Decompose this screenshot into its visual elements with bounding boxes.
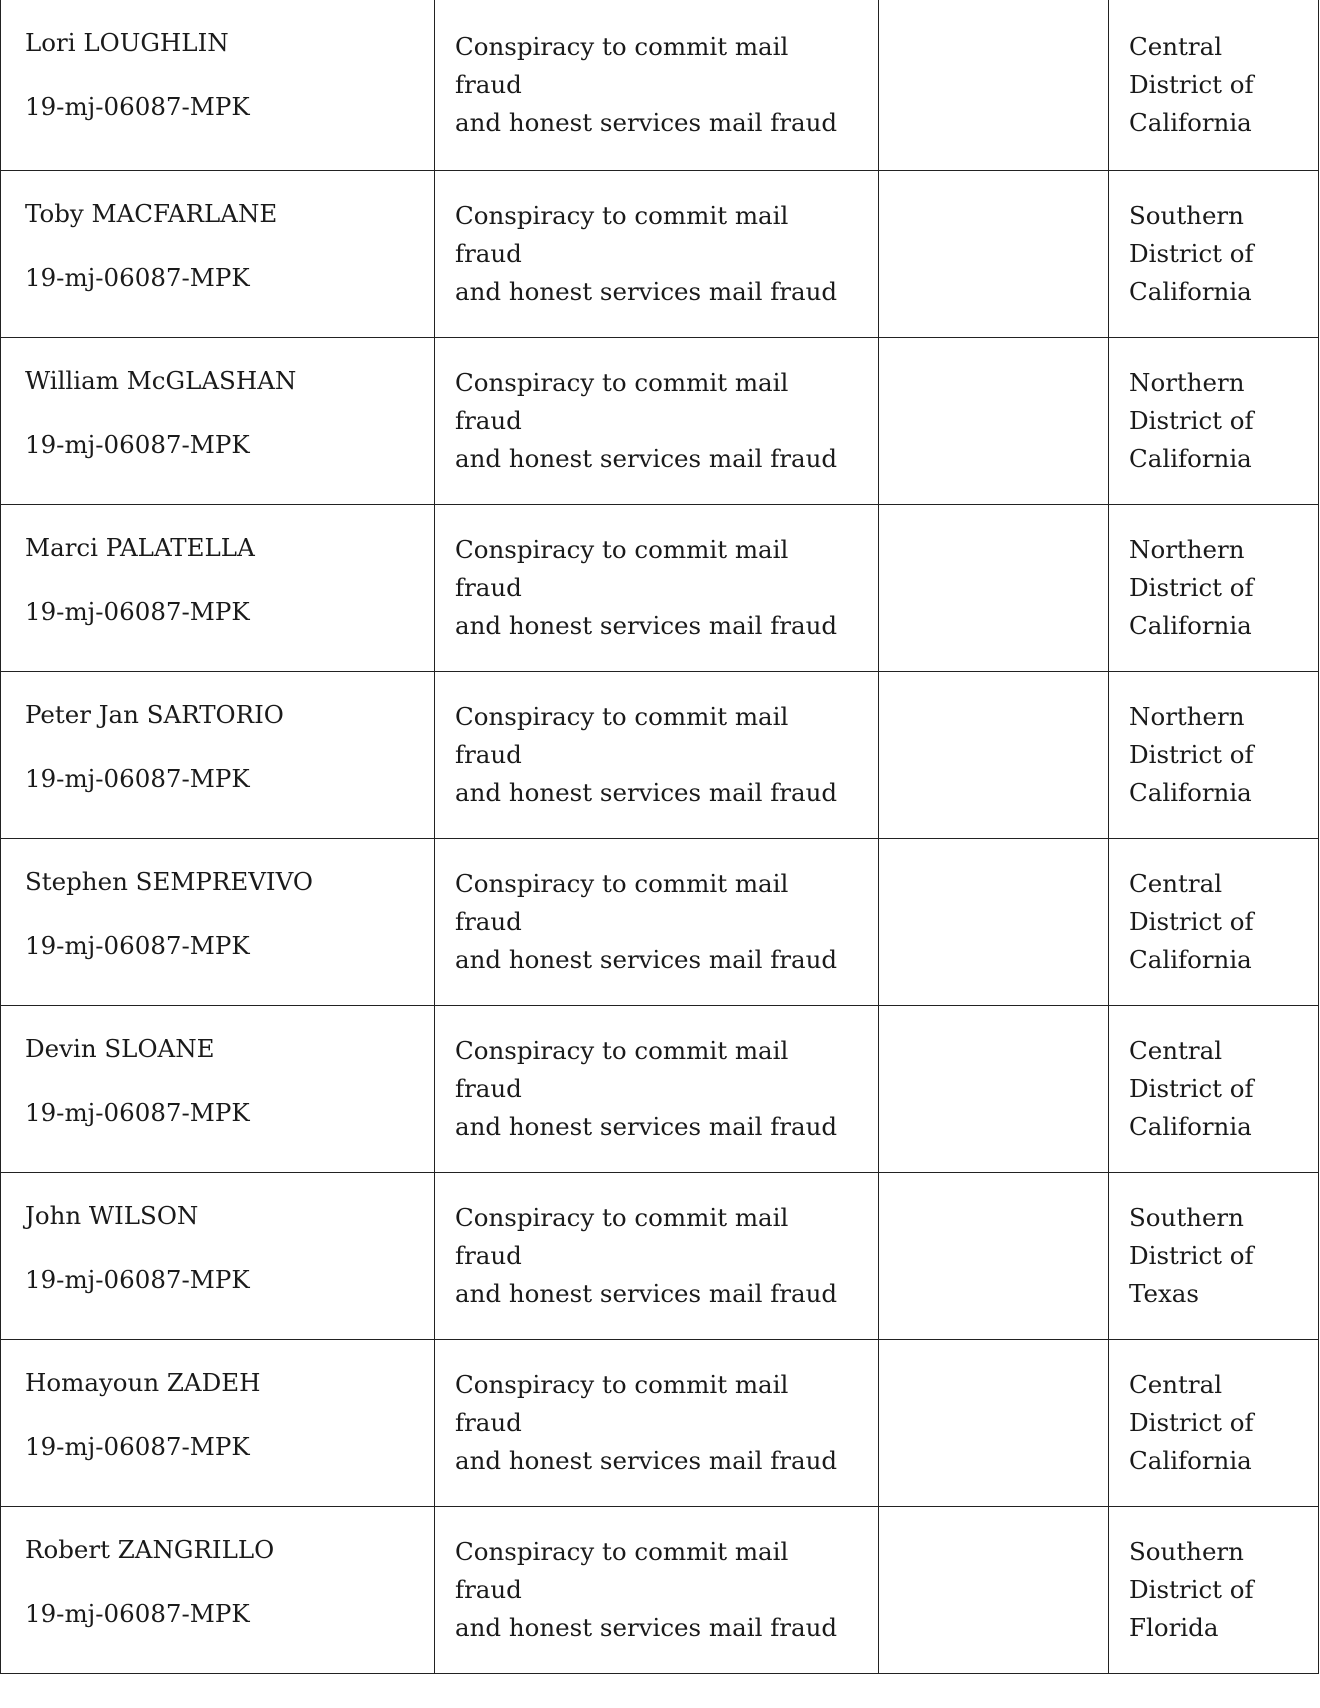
defendant-name: Devin SLOANE [25,1033,215,1063]
charge-text: Conspiracy to commit mail fraud [455,31,789,99]
charge-text: Conspiracy to commit mail fraud [455,1035,789,1103]
charge-text: and honest services mail fraud [455,610,838,640]
case-number: 19-mj-06087-MPK [25,930,250,960]
charge-text: and honest services mail fraud [455,1278,838,1308]
charge-text: and honest services mail fraud [455,777,838,807]
charge-text: and honest services mail fraud [455,107,838,137]
empty-cell [879,1506,1109,1673]
district-text: California [1129,1111,1252,1141]
district-text: Southern [1129,1202,1244,1232]
table-row [1,671,1319,838]
charge-text: and honest services mail fraud [455,1445,838,1475]
district-cell [1109,1339,1319,1506]
district-cell [1109,504,1319,671]
empty-cell [879,170,1109,337]
defendant-cell [1,838,435,1005]
table-row [1,838,1319,1005]
charge-text: Conspiracy to commit mail fraud [455,1202,789,1270]
district-cell [1109,170,1319,337]
district-text: District of [1129,1574,1254,1604]
defendant-cell [1,170,435,337]
empty-cell [879,1339,1109,1506]
district-text: District of [1129,906,1254,936]
district-text: Northern [1129,367,1245,397]
charge-cell [435,1172,879,1339]
empty-cell [879,671,1109,838]
defendant-name: William McGLASHAN [25,365,297,395]
district-text: California [1129,276,1252,306]
defendant-name: Stephen SEMPREVIVO [25,866,313,896]
district-text: District of [1129,1240,1254,1270]
district-text: District of [1129,405,1254,435]
charge-text: and honest services mail fraud [455,1612,838,1642]
district-text: California [1129,777,1252,807]
district-cell [1109,1506,1319,1673]
charge-text: and honest services mail fraud [455,276,838,306]
charge-cell [435,337,879,504]
case-number: 19-mj-06087-MPK [25,92,250,121]
empty-cell [879,838,1109,1005]
empty-cell [879,337,1109,504]
district-cell [1109,838,1319,1005]
charge-cell [435,170,879,337]
district-text: Northern [1129,534,1245,564]
table-row [1,504,1319,671]
empty-cell [879,0,1109,170]
table-row [1,1339,1319,1506]
case-number: 19-mj-06087-MPK [25,429,250,459]
charge-text: Conspiracy to commit mail fraud [455,868,789,936]
charge-text: Conspiracy to commit mail fraud [455,701,789,769]
defendant-name: Toby MACFARLANE [25,198,278,228]
defendant-name: John WILSON [25,1200,199,1230]
defendant-cell [1,0,435,170]
charge-cell [435,1005,879,1172]
table-row [1,0,1319,170]
charge-cell [435,671,879,838]
district-text: California [1129,1445,1252,1475]
district-text: Northern [1129,701,1245,731]
district-cell [1109,1005,1319,1172]
district-text: Florida [1129,1612,1219,1642]
charge-cell [435,1339,879,1506]
charge-cell [435,504,879,671]
district-text: California [1129,610,1252,640]
district-text: District of [1129,572,1254,602]
table-row [1,170,1319,337]
district-cell [1109,0,1319,170]
case-number: 19-mj-06087-MPK [25,1097,250,1127]
district-text: California [1129,443,1252,473]
defendant-cell [1,1005,435,1172]
charge-cell [435,1506,879,1673]
charge-text: Conspiracy to commit mail fraud [455,534,789,602]
district-text: California [1129,107,1252,137]
case-number: 19-mj-06087-MPK [25,1431,250,1461]
charge-text: Conspiracy to commit mail fraud [455,1369,789,1437]
case-number: 19-mj-06087-MPK [25,262,250,292]
table-row [1,1005,1319,1172]
charge-text: Conspiracy to commit mail fraud [455,1536,789,1604]
defendant-name: Peter Jan SARTORIO [25,699,284,729]
district-text: Southern [1129,1536,1244,1566]
defendant-cell [1,337,435,504]
case-number: 19-mj-06087-MPK [25,1598,250,1628]
district-text: Central [1129,868,1223,898]
table-row [1,1506,1319,1673]
case-number: 19-mj-06087-MPK [25,596,250,626]
district-text: District of [1129,238,1254,268]
defendant-name: Robert ZANGRILLO [25,1534,275,1564]
district-text: Central [1129,1369,1223,1399]
case-number: 19-mj-06087-MPK [25,1264,250,1294]
defendant-cell [1,1506,435,1673]
district-text: District of [1129,69,1254,99]
empty-cell [879,504,1109,671]
defendant-cell [1,671,435,838]
table-body [1,0,1319,1673]
district-text: Texas [1129,1278,1199,1308]
charge-text: and honest services mail fraud [455,944,838,974]
district-text: Central [1129,1035,1223,1065]
district-cell [1109,671,1319,838]
district-text: Central [1129,31,1223,61]
charge-text: Conspiracy to commit mail fraud [455,200,789,268]
defendant-cell [1,504,435,671]
charge-cell [435,838,879,1005]
district-text: California [1129,944,1252,974]
defendant-cell [1,1339,435,1506]
charge-text: Conspiracy to commit mail fraud [455,367,789,435]
defendant-name: Homayoun ZADEH [25,1367,261,1397]
case-number: 19-mj-06087-MPK [25,763,250,793]
defendant-cell [1,1172,435,1339]
table-row [1,1172,1319,1339]
charge-text: and honest services mail fraud [455,1111,838,1141]
district-text: District of [1129,1407,1254,1437]
district-text: District of [1129,739,1254,769]
district-cell [1109,337,1319,504]
charge-text: and honest services mail fraud [455,443,838,473]
table-row [1,337,1319,504]
defendant-name: Marci PALATELLA [25,532,255,562]
defendant-name: Lori LOUGHLIN [25,28,229,57]
district-text: Southern [1129,200,1244,230]
charge-cell [435,0,879,170]
empty-cell [879,1005,1109,1172]
district-cell [1109,1172,1319,1339]
empty-cell [879,1172,1109,1339]
district-text: District of [1129,1073,1254,1103]
